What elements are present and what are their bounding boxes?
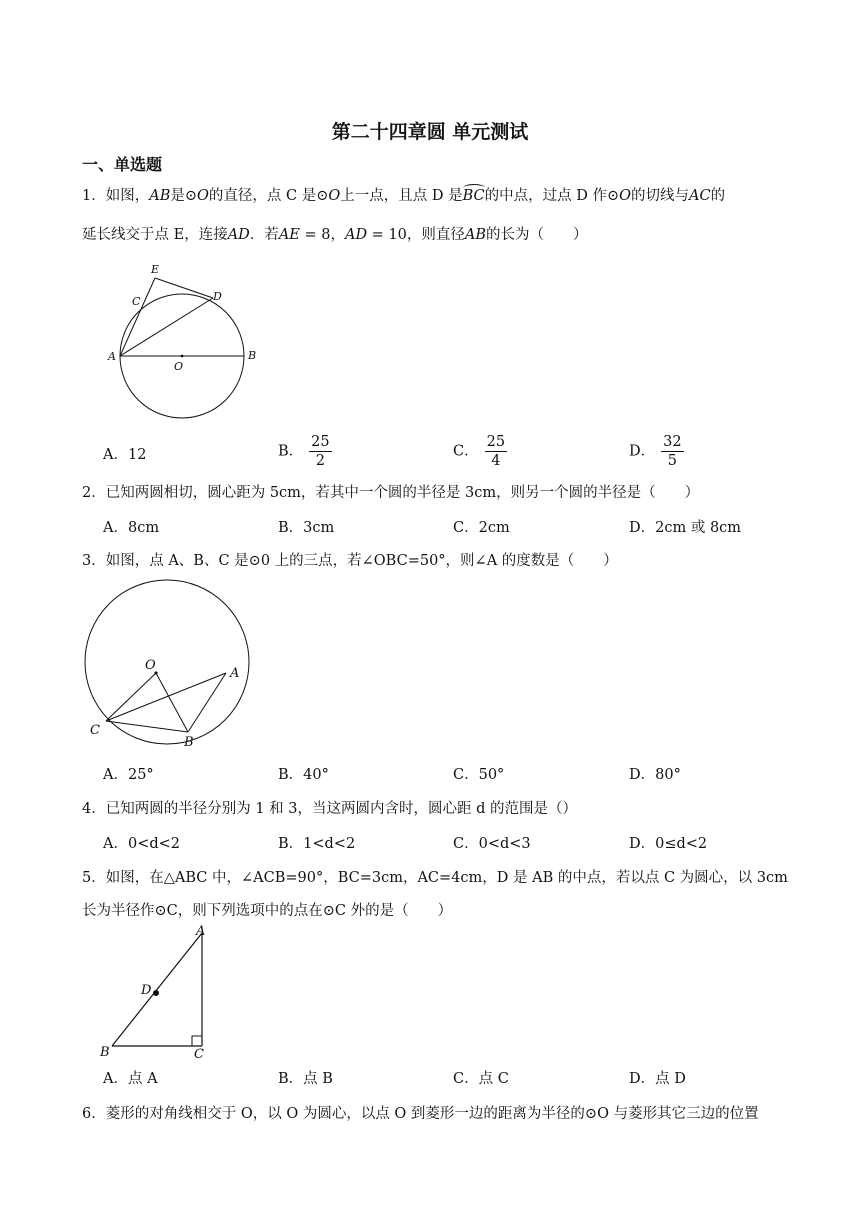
q1-label-b: B bbox=[248, 349, 257, 362]
q1-tangent-ed bbox=[155, 278, 213, 298]
q1-label-o: O bbox=[174, 360, 184, 373]
q1-line1: 1．如图，AB是⊙O的直径，点 C 是⊙O上一点，且点 D 是BC的中点，过点 D 作⊙O的切线与AC的 bbox=[82, 188, 726, 204]
q3-label-a: A bbox=[230, 666, 240, 681]
q3-label-c: C bbox=[90, 723, 100, 738]
q3-label-b: B bbox=[184, 735, 194, 750]
q3-segment-ab bbox=[188, 673, 226, 732]
q1-figure bbox=[100, 260, 280, 430]
q4-option-d[interactable]: D．0≤d<2 bbox=[629, 836, 708, 852]
q3-label-o: O bbox=[145, 658, 156, 673]
q1-option-c[interactable]: C． $\frac{25}{4}$ bbox=[453, 434, 506, 469]
q5-label-b: B bbox=[100, 1045, 110, 1060]
q4-option-b[interactable]: B．1<d<2 bbox=[278, 836, 356, 852]
section-heading: 一、单选题 bbox=[82, 155, 163, 174]
q6-text: 6．菱形的对角线相交于 O，以 O 为圆心，以点 O 到菱形一边的距离为半径的⊙O 与菱形其它三边的位置 bbox=[82, 1106, 759, 1122]
q2-option-a[interactable]: A．8cm bbox=[103, 520, 160, 536]
q3-segment-oc bbox=[106, 673, 156, 721]
q5-right-angle-mark bbox=[192, 1036, 202, 1046]
q3-text: 3．如图，点 A、B、C 是⊙0 上的三点，若∠OBC=50°，则∠A 的度数是（ ） bbox=[82, 553, 618, 569]
q1-line2: 延长线交于点 E，连接AD．若AE = 8，AD = 10，则直径AB的长为（ ） bbox=[82, 227, 588, 243]
q5-option-d[interactable]: D．点 D bbox=[629, 1071, 686, 1087]
q1-option-a[interactable]: A．12 bbox=[103, 447, 147, 463]
q4-option-c[interactable]: C．0<d<3 bbox=[453, 836, 531, 852]
q3-option-c[interactable]: C．50° bbox=[453, 767, 505, 783]
q1-label-a: A bbox=[108, 350, 116, 363]
q3-option-d[interactable]: D．80° bbox=[629, 767, 681, 783]
q5-label-d: D bbox=[141, 983, 152, 998]
q1-segment-ae bbox=[120, 278, 155, 356]
q1-label-e: E bbox=[151, 263, 160, 276]
q5-point-d bbox=[153, 990, 159, 996]
page-title: 第二十四章圆 单元测试 bbox=[331, 121, 529, 143]
q2-text: 2．已知两圆相切，圆心距为 5cm，若其中一个圆的半径是 3cm，则另一个圆的半径是（ ） bbox=[82, 485, 700, 501]
q4-option-a[interactable]: A．0<d<2 bbox=[103, 836, 181, 852]
q1-label-d: D bbox=[213, 290, 222, 303]
q5-segment-ba bbox=[112, 933, 202, 1046]
q5-option-b[interactable]: B．点 B bbox=[278, 1071, 333, 1087]
q5-label-c: C bbox=[194, 1047, 204, 1062]
q1-option-d[interactable]: D． $\frac{32}{5}$ bbox=[629, 434, 682, 469]
q4-text: 4．已知两圆的半径分别为 1 和 3，当这两圆内含时，圆心距 d 的范围是（） bbox=[82, 801, 578, 817]
q5-option-a[interactable]: A．点 A bbox=[103, 1071, 158, 1087]
q5-line1: 5．如图，在△ABC 中，∠ACB=90°，BC=3cm，AC=4cm，D 是 AB 的中点，若以点 C 为圆心，以 3cm bbox=[82, 870, 788, 886]
q3-option-a[interactable]: A．25° bbox=[103, 767, 154, 783]
q1-center-dot bbox=[181, 355, 184, 358]
q2-option-d[interactable]: D．2cm 或 8cm bbox=[629, 520, 742, 536]
q3-figure bbox=[84, 578, 254, 748]
q3-option-b[interactable]: B．40° bbox=[278, 767, 329, 783]
q1-option-b[interactable]: B． $\frac{25}{2}$ bbox=[278, 434, 330, 469]
q5-line2: 长为半径作⊙C，则下列选项中的点在⊙C 外的是（ ） bbox=[82, 903, 453, 919]
arc-bc: BC bbox=[462, 188, 485, 204]
q5-figure bbox=[98, 925, 218, 1065]
q3-segment-ca bbox=[106, 673, 226, 721]
q2-option-b[interactable]: B．3cm bbox=[278, 520, 335, 536]
q3-segment-ob bbox=[156, 673, 188, 732]
q1-label-c: C bbox=[132, 295, 141, 308]
q2-option-c[interactable]: C．2cm bbox=[453, 520, 510, 536]
q5-label-a: A bbox=[196, 924, 206, 939]
q3-segment-cb bbox=[106, 721, 188, 732]
q5-option-c[interactable]: C．点 C bbox=[453, 1071, 509, 1087]
